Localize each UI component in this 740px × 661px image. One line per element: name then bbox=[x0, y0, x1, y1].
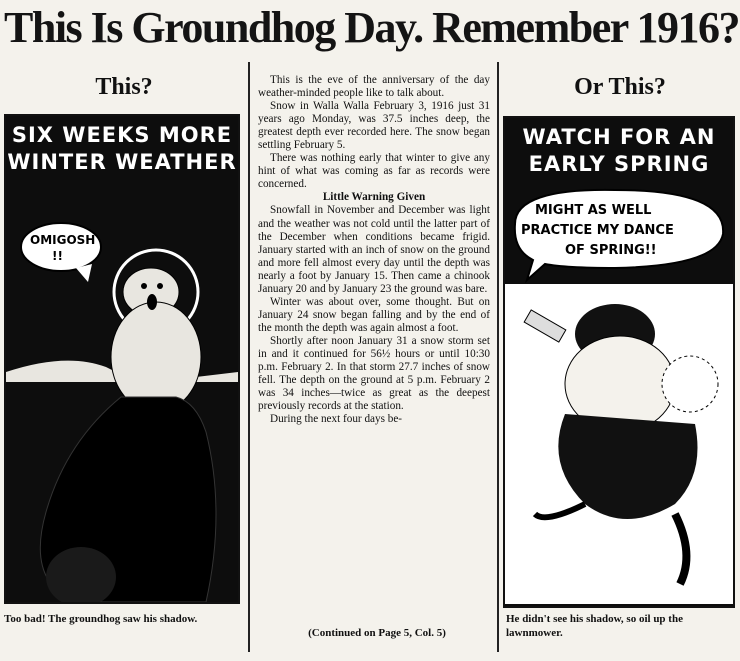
article-paragraph: This is the eve of the anniversary of the day weather-minded people like to talk about. bbox=[258, 74, 490, 100]
article-paragraph: Snowfall in November and December was light and the weather was not cold until the latter part of the December when conditions became frigid. January started with an inch of snow on the ground and more fell almost every day until the depth was nearly a foot by January 15. Then came a chinook January 20 and by January 23 the ground was bare. bbox=[258, 204, 490, 295]
groundhog-shadow-illustration bbox=[6, 182, 238, 602]
left-bubble-text-2: !! bbox=[52, 249, 63, 263]
left-bubble-text-1: OMIGOSH bbox=[30, 233, 96, 247]
headline: This Is Groundhog Day. Remember 1916? bbox=[4, 3, 739, 52]
right-bubble-text-2: PRACTICE MY DANCE bbox=[521, 223, 674, 238]
left-caption: Too bad! The groundhog saw his shadow. bbox=[4, 613, 198, 625]
right-panel-title-2: EARLY SPRING bbox=[528, 152, 710, 176]
article-subheading: Little Warning Given bbox=[322, 191, 426, 204]
right-panel-title-1: WATCH FOR AN bbox=[522, 125, 716, 149]
article-paragraph: There was nothing early that winter to give any hint of what was coming as far as records were concerned. bbox=[258, 152, 490, 191]
right-cartoon-panel bbox=[503, 116, 735, 608]
left-cartoon-panel bbox=[4, 114, 240, 604]
right-bubble-text-3: OF SPRING!! bbox=[565, 243, 657, 258]
article-paragraph: Shortly after noon January 31 a snow storm set in and it continued for 56½ hours or until 10:30 p.m. February 2. In that storm 27.7 inches of snow fell. The depth on the ground at 5 p.m. February 2 was 34 inches—twice as great as the deepest previously records at the station. bbox=[258, 334, 490, 413]
article-body bbox=[258, 74, 490, 426]
groundhog-dancing-illustration bbox=[505, 184, 733, 604]
left-subhead: This? bbox=[95, 74, 153, 100]
article-paragraph: During the next four days be- bbox=[270, 413, 403, 426]
left-panel-title-1: SIX WEEKS MORE bbox=[11, 123, 233, 147]
article-paragraph: Winter was about over, some thought. But on January 24 snow began falling and by the end of the month the depth was again almost a foot. bbox=[258, 295, 490, 334]
right-subhead: Or This? bbox=[574, 74, 666, 100]
right-bubble-text-1: MIGHT AS WELL bbox=[535, 203, 652, 218]
article-paragraph: Snow in Walla Walla February 3, 1916 just 31 years ago Monday, was 37.5 inches deep, the greatest depth ever recorded here. The snow began settling February 5. bbox=[258, 100, 490, 152]
right-caption: He didn't see his shadow, so oil up the lawnmower. bbox=[506, 613, 683, 639]
column-rule-left bbox=[248, 62, 250, 652]
left-panel-title-2: WINTER WEATHER bbox=[7, 150, 237, 174]
continued-line: (Continued on Page 5, Col. 5) bbox=[308, 627, 446, 639]
column-rule-right bbox=[497, 62, 499, 652]
